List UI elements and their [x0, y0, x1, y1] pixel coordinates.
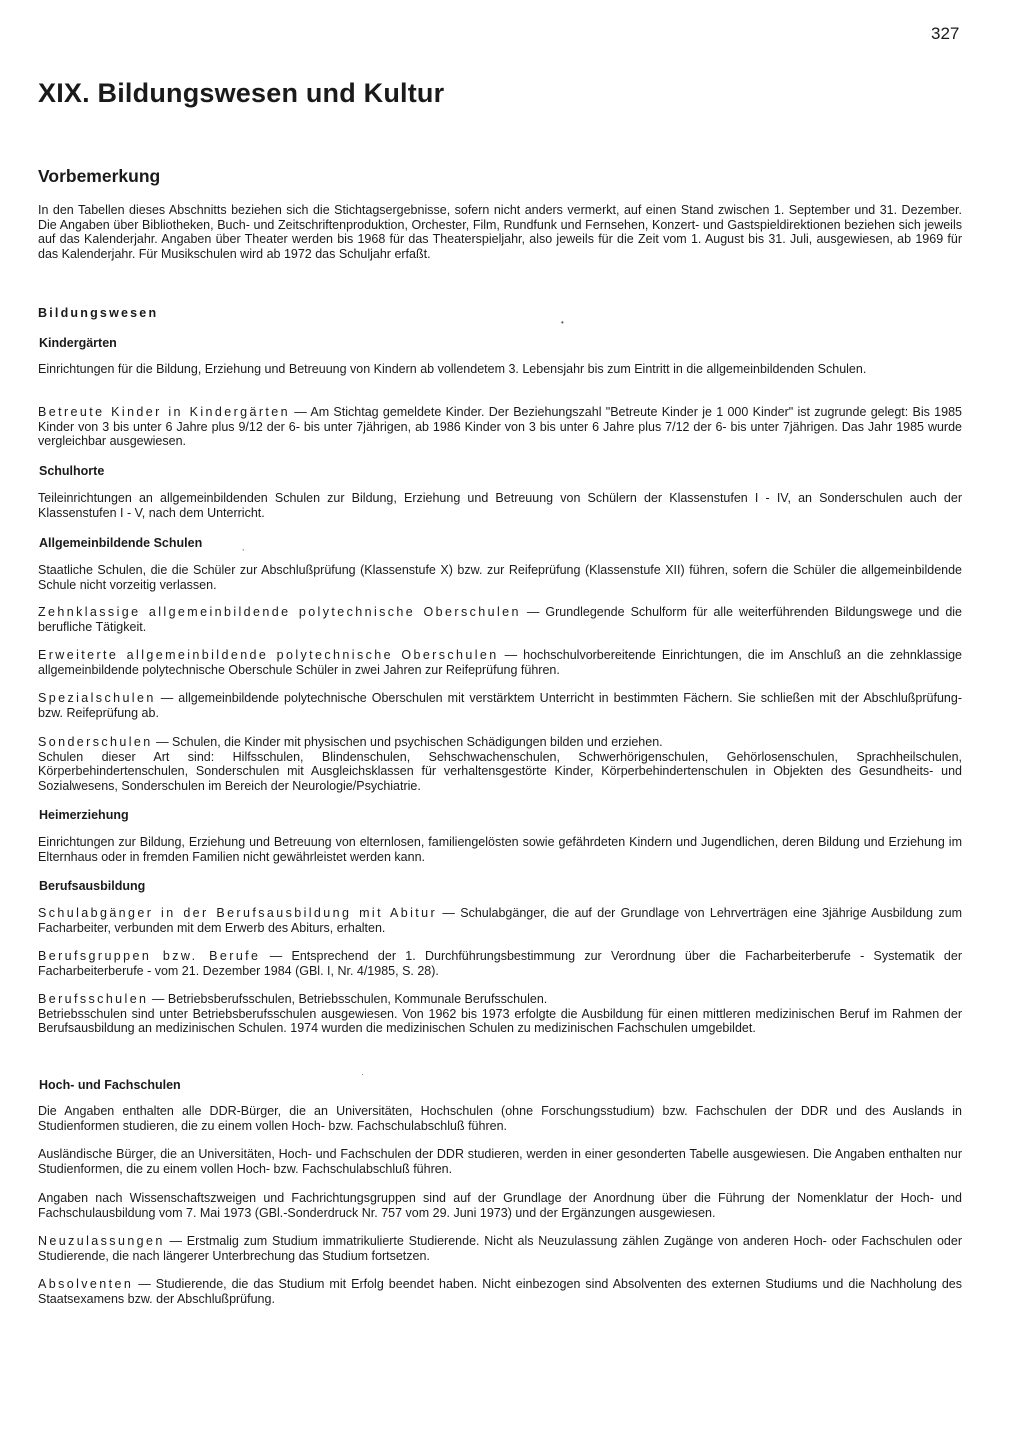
definition-term: Spezialschulen: [38, 691, 156, 705]
definition-text: — hochschulvorbereitende Einrichtungen, die im Anschluß an die zehnklassige allgemeinbildende polytechnische Oberschule Schüler in zwei Jahren zur Reifeprüfung führen.: [38, 648, 962, 677]
page-number: 327: [931, 24, 960, 43]
definition-term: Berufsschulen: [38, 992, 149, 1006]
kindergaerten-heading: Kindergärten: [39, 336, 117, 350]
definition-text: — Schulabgänger, die auf der Grundlage von Lehrverträgen eine 3jährige Ausbildung zum Facharbeiter, verbunden mit dem Erwerb des Abiturs, erhalten.: [38, 906, 962, 935]
definition-term: Schulabgänger in der Berufsausbildung mit Abitur: [38, 906, 438, 920]
erweiterte-paragraph: [38, 648, 962, 677]
heimerziehung-paragraph: Einrichtungen zur Bildung, Erziehung und Betreuung von elternlosen, familiengelösten sowie gefährdeten Kindern und Jugendlichen, deren Bildung und Erziehung im Elternhaus oder in fremden Familien nicht gewährleistet werden kann.: [38, 835, 962, 864]
berufsausbildung-heading: Berufsausbildung: [39, 879, 146, 893]
definition-text: — allgemeinbildende polytechnische Oberschulen mit verstärktem Unterricht in bestimmten Fächern. Sie schließen mit der Abschlußprüfung- bzw. Reifeprüfung ab.: [38, 691, 962, 720]
betreute-kinder-paragraph: [38, 405, 962, 449]
stray-mark: ,: [242, 543, 245, 552]
definition-text: — Grundlegende Schulform für alle weiterführenden Bildungswege und die berufliche Tätigkeit.: [38, 605, 963, 634]
schulabgaenger-paragraph: [38, 906, 962, 935]
definition-text: — Entsprechend der 1. Durchführungsbestimmung zur Verordnung über die Facharbeiterberufe - Systematik der Facharbeiterberufe - vom 21. Dezember 1984 (GBl. I, Nr. 4/1985, S. 28).: [38, 949, 962, 978]
hochschulen-paragraph-2: Ausländische Bürger, die an Universitäten, Hoch- und Fachschulen der DDR studieren, werden in einer gesonderten Tabelle ausgewiesen. Die Angaben enthalten nur Studienformen, die zu einem vollen Hoch- bzw. Fachschulabschluß führen.: [38, 1147, 962, 1176]
heimerziehung-heading: Heimerziehung: [39, 808, 129, 822]
polytechnische-paragraph: [38, 605, 962, 634]
allgemeinbildende-paragraph: Staatliche Schulen, die die Schüler zur Abschlußprüfung (Klassenstufe X) bzw. zur Reifeprüfung (Klassenstufe XII) führen, sofern die Schüler die allgemeinbildende Schule nicht vorzeitig verlassen.: [38, 563, 962, 592]
definition-term: Betreute Kinder in Kindergärten: [38, 405, 290, 419]
berufsgruppen-paragraph: [38, 949, 962, 978]
hochschulen-paragraph-3: Angaben nach Wissenschaftszweigen und Fachrichtungsgruppen sind auf der Grundlage der Anordnung über die Führung der Nomenklatur der Hoch- und Fachschulausbildung vom 7. Mai 1973 (GBl.-Sonderdruck Nr. 757 vom 29. Juni 1973) und der Ergänzungen ausgewiesen.: [38, 1191, 962, 1220]
definition-text: — Studierende, die das Studium mit Erfolg beendet haben. Nicht einbezogen sind Absolventen des externen Studiums und die Nachholung des Staatsexamens bzw. der Abschlußprüfung.: [38, 1277, 962, 1306]
definition-term: Erweiterte allgemeinbildende polytechnische Oberschulen: [38, 648, 499, 662]
hochschulen-heading: Hoch- und Fachschulen: [39, 1078, 181, 1092]
bildungswesen-heading: Bildungswesen: [38, 306, 159, 320]
schulhorte-heading: Schulhorte: [39, 464, 105, 478]
stray-mark: ·: [361, 1070, 364, 1079]
hochschulen-paragraph-1: Die Angaben enthalten alle DDR-Bürger, die an Universitäten, Hochschulen (ohne Forschungsstudium) bzw. Fachschulen der DDR und des Auslands in Studienformen studieren, die zu einem vollen Hoch- bzw. Fachschulabschluß führen.: [38, 1104, 962, 1133]
definition-term: Berufsgruppen bzw. Berufe: [38, 949, 261, 963]
chapter-title: XIX. Bildungswesen und Kultur: [38, 78, 445, 108]
definition-text: — Am Stichtag gemeldete Kinder. Der Beziehungszahl "Betreute Kinder je 1 000 Kinder" ist zugrunde gelegt: Bis 1985 Kinder von 3 bis unter 6 Jahre plus 9/12 der 6- bis unter 7jährigen, ab 1986 Kinder von 3 bis unter 6 Jahre plus 7/12 der 6- bis unter 7jährigen. Das Jahr 1985 wurde vergleichbar ausgewiesen.: [38, 405, 962, 449]
neuzulassungen-paragraph: [38, 1234, 962, 1263]
definition-term: Neuzulassungen: [38, 1234, 165, 1248]
definition-term: Sonderschulen: [38, 735, 153, 749]
definition-continuation: Schulen dieser Art sind: Hilfsschulen, Blindenschulen, Sehschwachenschulen, Schwerhörigenschulen, Gehörlosenschulen, Sprachheilschulen, Körperbehindertenschulen, Sonderschulen mit Ausgleichsklassen für verhaltensgestörte Kinder, Körperbehindertenschulen in Objekten des Gesundheits- und Sozialwesens, Sonderschulen im Bereich der Neurologie/Psychiatrie.: [38, 749, 962, 793]
definition-continuation: Betriebsschulen sind unter Betriebsberufsschulen ausgewiesen. Von 1962 bis 1973 erfolgte die Ausbildung für einen mittleren medizinischen Beruf im Rahmen der Berufsausbildung an medizinischen Schulen. 1974 wurden die medizinischen Schulen zu medizinischen Fachschulen umgebildet.: [38, 1006, 962, 1036]
vorbemerkung-heading: Vorbemerkung: [38, 166, 161, 186]
kindergaerten-paragraph: Einrichtungen für die Bildung, Erziehung und Betreuung von Kindern ab vollendetem 3. Lebensjahr bis zum Eintritt in die allgemeinbildenden Schulen.: [38, 362, 867, 376]
definition-text: — Erstmalig zum Studium immatrikulierte Studierende. Nicht als Neuzulassung zählen Zugänge von anderen Hoch- oder Fachschulen oder Studierende, die nach längerer Unterbrechung das Studium fortsetzen.: [38, 1234, 962, 1263]
vorbemerkung-text: In den Tabellen dieses Abschnitts beziehen sich die Stichtagsergebnisse, sofern nicht anders vermerkt, auf einen Stand zwischen 1. September und 31. Dezember. Die Angaben über Bibliotheken, Buch- und Zeitschriftenproduktion, Orchester, Film, Rundfunk und Fernsehen, Konzert- und Gastspieldirektionen beziehen sich jeweils auf das Kalenderjahr. Angaben über Theater werden bis 1968 für das Theaterspieljahr, also jeweils für die Zeit vom 1. August bis 31. Juli, ausgewiesen, ab 1969 für das Kalenderjahr. Für Musikschulen wird ab 1972 das Schuljahr erfaßt.: [38, 203, 962, 261]
spezialschulen-paragraph: [38, 691, 962, 720]
definition-term: Zehnklassige allgemeinbildende polytechnische Oberschulen: [38, 605, 521, 619]
berufsschulen-paragraph: [38, 992, 962, 1036]
definition-text: — Betriebsberufsschulen, Betriebsschulen, Kommunale Berufsschulen.: [148, 992, 548, 1006]
sonderschulen-paragraph: [38, 735, 962, 793]
allgemeinbildende-heading: Allgemeinbildende Schulen: [39, 536, 203, 550]
absolventen-paragraph: [38, 1277, 962, 1306]
stray-mark: •: [561, 318, 564, 327]
definition-term: Absolventen: [38, 1277, 134, 1291]
schulhorte-paragraph: Teileinrichtungen an allgemeinbildenden Schulen zur Bildung, Erziehung und Betreuung von Schülern der Klassenstufen I - IV, an Sonderschulen auch der Klassenstufen I - V, nach dem Unterricht.: [38, 491, 962, 520]
definition-text: — Schulen, die Kinder mit physischen und psychischen Schädigungen bilden und erziehen.: [152, 735, 663, 749]
